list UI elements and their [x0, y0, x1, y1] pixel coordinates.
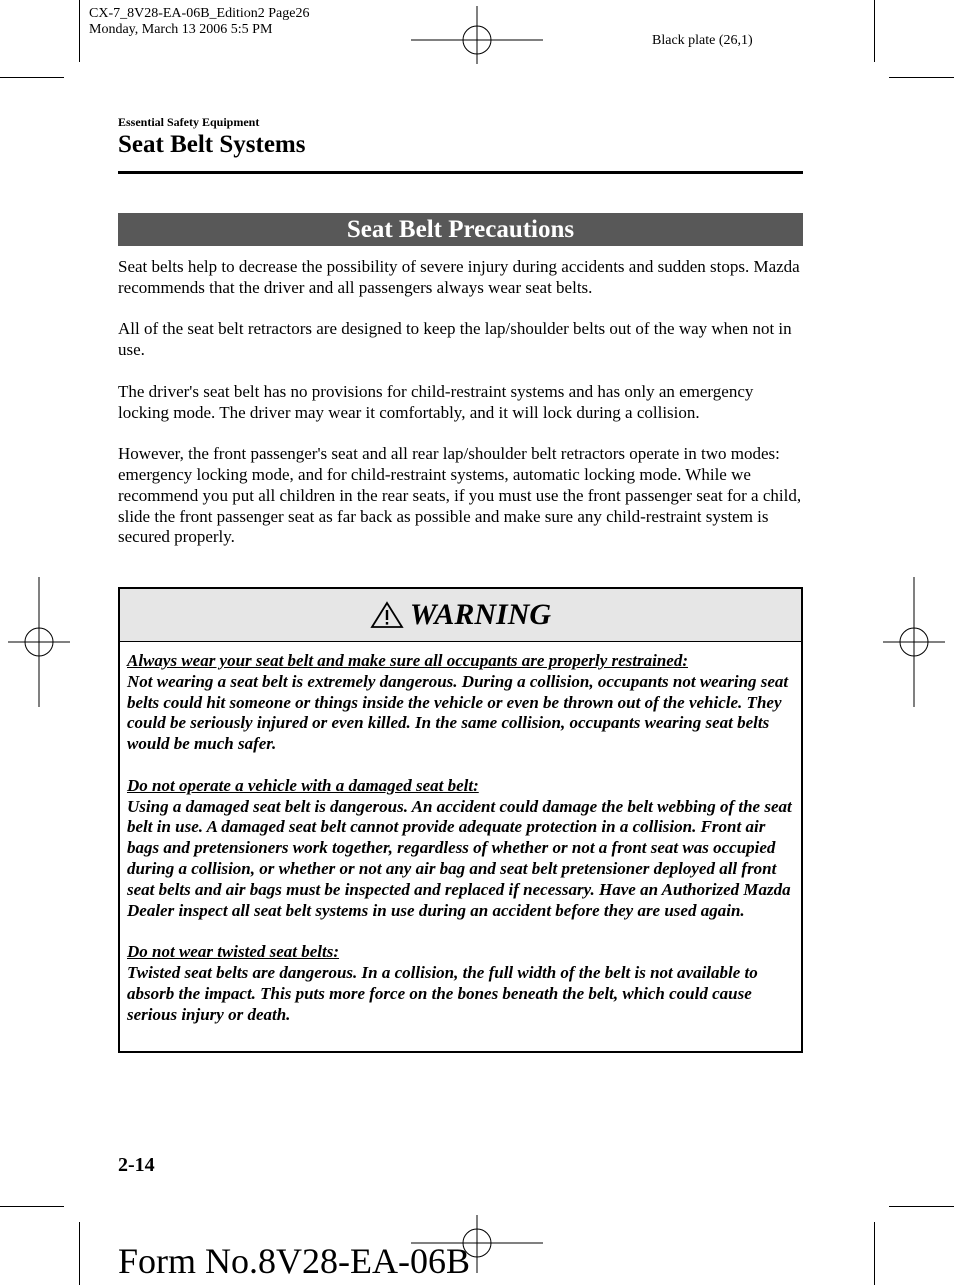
form-number: Form No.8V28-EA-06B [118, 1241, 470, 1281]
warning-triangle-icon [370, 601, 404, 629]
crop-mark [889, 77, 954, 78]
warning-item-heading: Do not wear twisted seat belts: [127, 942, 340, 962]
file-line: CX-7_8V28-EA-06B_Edition2 Page26 [89, 6, 310, 21]
section-heading: Seat Belt Precautions [118, 213, 803, 246]
warning-title: WARNING [409, 598, 552, 631]
page-number: 2-14 [118, 1154, 155, 1176]
print-metadata [89, 6, 309, 38]
page-title: Seat Belt Systems [118, 131, 306, 158]
body-text [118, 257, 808, 569]
section-label: Essential Safety Equipment [118, 115, 260, 129]
warning-header [120, 589, 801, 642]
crop-mark [889, 1206, 954, 1207]
warning-item-text: Twisted seat belts are dangerous. In a collision, the full width of the belt is not available to absorb the impact. This puts more force on the bones beneath the belt, which could cause serious injury or death. [127, 962, 758, 1024]
warning-body [120, 642, 801, 1025]
crop-mark [0, 77, 64, 78]
crop-mark [79, 1222, 80, 1285]
warning-item-text: Not wearing a seat belt is extremely dangerous. During a collision, occupants not wearing seat belts could hit someone or things inside the vehicle or even be thrown out of the vehicle. They could be seriously injured or even killed. In the same collision, occupants wearing seat belts would be much safer. [127, 671, 789, 754]
date-line: Monday, March 13 2006 5:5 PM [89, 22, 273, 37]
warning-box [118, 587, 803, 1053]
paragraph: All of the seat belt retractors are designed to keep the lap/shoulder belts out of the way when not in use. [118, 319, 792, 360]
plate-label: Black plate (26,1) [652, 33, 753, 48]
warning-item-text: Using a damaged seat belt is dangerous. An accident could damage the belt webbing of the seat belt in use. A damaged seat belt cannot provide adequate protection in a collision. Front air bags and pretensioners work together, regardless of whether or not a front seat was occupied during a collision, or whether or not any air bag and seat belt pretensioner deployed all front seat belts and air bags must be inspected and replaced if necessary. Have an Authorized Mazda Dealer inspect all seat belt systems in use during an accident before they are used again. [127, 796, 792, 920]
registration-mark-icon [8, 577, 70, 707]
warning-item-heading: Do not operate a vehicle with a damaged seat belt: [127, 775, 479, 795]
crop-mark [0, 1206, 64, 1207]
paragraph: The driver's seat belt has no provisions for child-restraint systems and has only an emergency locking mode. The driver may wear it comfortably, and it will lock during a collision. [118, 381, 754, 422]
warning-item [127, 776, 795, 922]
paragraph: However, the front passenger's seat and all rear lap/shoulder belt retractors operate in two modes: emergency locking mode, and for child-restraint systems, automatic locking mode. While we recommend you put all children in the rear seats, if you must use the front passenger seat for a child, slide the front passenger seat as far back as possible and make sure any child-restraint system is secured properly. [118, 444, 802, 547]
registration-mark-icon [411, 6, 543, 64]
title-rule [118, 171, 803, 174]
crop-mark [874, 0, 875, 62]
paragraph: Seat belts help to decrease the possibility of severe injury during accidents and sudden stops. Mazda recommends that the driver and all passengers always wear seat belts. [118, 257, 800, 297]
warning-item [127, 942, 795, 1025]
registration-mark-icon [883, 577, 945, 707]
warning-item [127, 651, 795, 755]
crop-mark [874, 1222, 875, 1285]
warning-item-heading: Always wear your seat belt and make sure all occupants are properly restrained: [127, 651, 688, 670]
crop-mark [79, 0, 80, 62]
